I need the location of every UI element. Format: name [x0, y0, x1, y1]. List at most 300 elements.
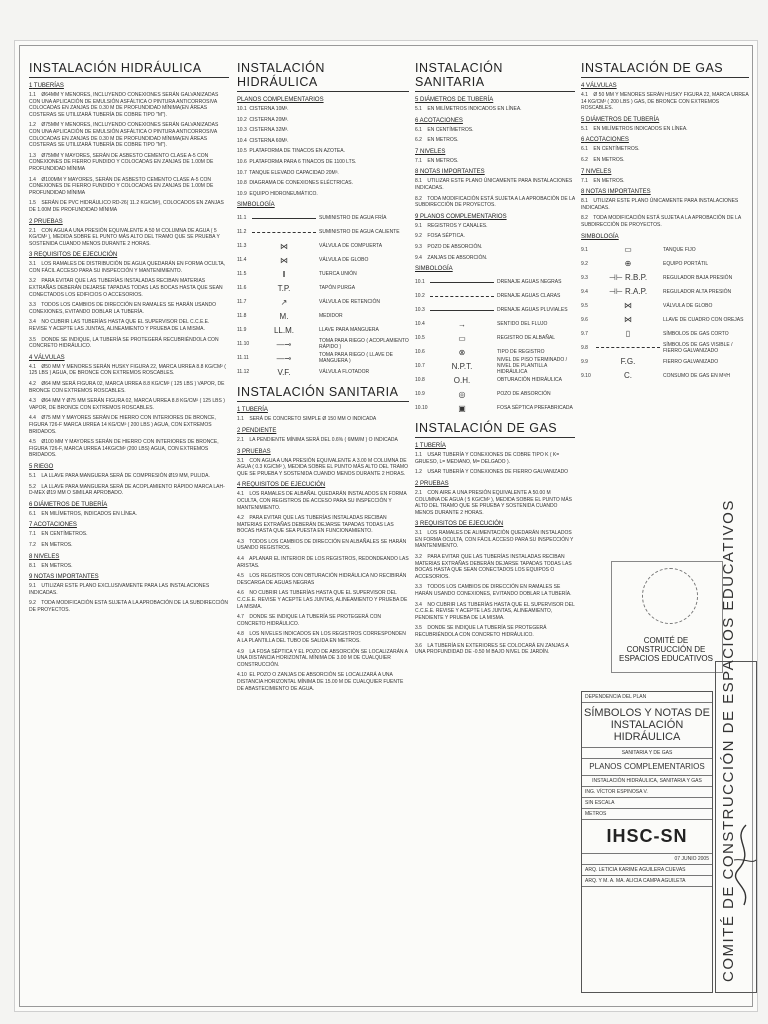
note-text: VÁLVULAS	[32, 354, 65, 361]
note-item	[237, 180, 409, 187]
symbol-number: 10.6	[415, 349, 425, 356]
note-number: 10.2	[237, 116, 247, 123]
symbol-label: TOMA PARA RIEGO ( LLAVE DE MANGUERA )	[319, 352, 393, 365]
note-text: EN CENTÍMETROS.	[40, 531, 88, 538]
symbol-label: DRENAJE AGUAS PLUVIALES	[497, 307, 568, 314]
note-number: 7.1	[29, 531, 36, 538]
note-item	[29, 200, 229, 213]
note-number: 6.2	[581, 156, 588, 163]
note-text: Ø50 MM Y MENORES SERÁN HUSKY FIGURA 22, MARCA URREA 8.8 KG/CM² ( 125 LBS ) AGUA, DE BRONCE CON EXTREMOS ROSCABLES.	[29, 363, 226, 377]
note-item	[29, 600, 229, 613]
note-heading	[415, 481, 575, 487]
note-number: 3.4	[415, 601, 422, 608]
note-text: Ø 50 MM Y MENORES SERÁN HUSKY FIGURA 22, MARCA URREA 14 KG/CM² ( 200 LBS ) GAS, DE BRONCE CON EXTREMOS ROSCABLES.	[581, 92, 749, 112]
note-number: 1	[237, 407, 241, 414]
symbol-label: NIVEL DE PISO TERMINADO / NIVEL DE PLANTILLA HIDRÁULICA	[497, 357, 568, 376]
note-text: DONDE SE INDIQUE LA TUBERÍA SE PROTEGERÁ RECUBRIÉNDOLA CON CONCRETO HIDRÁULICO.	[415, 625, 547, 638]
note-text: PRUEBAS	[240, 448, 271, 455]
note-number: 4.9	[237, 648, 244, 655]
symbol-label: SUMINISTRO DE AGUA FRÍA	[319, 215, 387, 222]
column-sanitaria	[415, 59, 575, 989]
symbol-row	[415, 373, 575, 387]
note-number: 3	[415, 521, 419, 528]
symbol-number: 11.5	[237, 271, 247, 278]
symbol-label: SÍMBOLOS DE GAS VISIBLE / FIERRO GALVANIZADO	[663, 341, 733, 354]
note-number: 4	[29, 354, 33, 361]
note-text: LOS RAMALES DE ALBAÑAL QUEDARÁN INSTALADOS EN FORMA OCULTA, CON REGISTROS DE ACCESO PARA SU INSPECCIÓN Y MANTENIMIENTO.	[237, 491, 407, 511]
note-number: 9.2	[29, 600, 36, 607]
symbol-number: 10.7	[415, 363, 425, 370]
note-text: FOSA SÉPTICA.	[426, 233, 465, 240]
notes-list	[237, 407, 409, 692]
note-text: NOTAS IMPORTANTES	[32, 574, 99, 581]
notes-list	[415, 97, 575, 261]
symbol-glyph-icon: LL.M.	[273, 325, 294, 335]
note-item	[415, 137, 575, 144]
note-number: 3.3	[415, 584, 422, 591]
note-heading	[415, 443, 575, 449]
note-text: REQUISITOS DE EJECUCIÓN	[418, 521, 504, 528]
symbol-number: 10.3	[415, 307, 425, 314]
symbol-label: LLAVE DE CUADRO CON OREJAS	[663, 316, 744, 323]
note-number: 4.1	[29, 363, 36, 370]
note-item	[29, 278, 229, 298]
note-text: EN MILÍMETROS, INDICADOS EN LÍNEA.	[40, 510, 137, 517]
note-item	[581, 126, 749, 133]
blueprint-sheet	[14, 40, 758, 1012]
symbol-glyph-icon: —⊸	[276, 353, 292, 363]
note-text: NO CUBRIR LAS TUBERÍAS HASTA QUE EL SUPERVISOR DEL C.C.E.E. REVISE Y ACEPTE LAS JUNTAS, ALINEAMIENTO, PENDIENTE Y PRUEBA DE LA MISMA.	[415, 601, 575, 621]
note-item	[29, 484, 229, 497]
note-text: EN MILÍMETROS INDICADOS EN LÍNEA.	[426, 106, 522, 112]
note-text: LOS REGISTROS CON OBTURACIÓN HIDRÁULICA NO RECIBIRÁN DESCARGA DE AGUAS NEGRAS	[237, 573, 407, 586]
symbol-row	[237, 211, 409, 225]
symbol-label: FOSA SÉPTICA PREFABRICADA	[497, 405, 573, 412]
symbol-number: 11.11	[237, 355, 249, 362]
note-text: USAR TUBERÍA Y CONEXIONES DE FIERRO GALVANIZADO	[426, 469, 569, 476]
signature-icon	[726, 820, 760, 910]
note-item	[237, 170, 409, 177]
note-heading	[581, 83, 749, 89]
symbol-label: VÁLVULA DE RETENCIÓN	[319, 299, 381, 306]
seal-icon	[642, 568, 698, 624]
note-number: 1.1	[415, 452, 422, 459]
symbol-label: EQUIPO PORTÁTIL	[663, 260, 709, 267]
note-number: 4.5	[29, 439, 36, 446]
note-item	[237, 649, 409, 669]
symbol-glyph-icon: ⋈	[624, 301, 632, 311]
note-number: 6.1	[29, 510, 36, 517]
note-number: 1.5	[29, 200, 36, 207]
symbol-row	[415, 401, 575, 415]
note-text: SERÁN DE PVC HIDRÁULICO RD-26( 11.2 KG/CM²), COLOCADOS EN ZANJAS DE 1.00M DE PROFUNDIDAD MÍNIMA	[29, 200, 224, 213]
note-item	[415, 158, 575, 165]
note-heading	[29, 464, 229, 470]
note-number: 7	[29, 522, 33, 529]
note-number: 10.7	[237, 169, 247, 176]
note-text: APLANAR EL INTERIOR DE LOS REGISTROS, REDONDEANDO LAS ARISTAS.	[237, 556, 409, 569]
note-text: ACOTACIONES	[32, 522, 77, 529]
note-item	[237, 437, 409, 444]
note-number: 1.1	[237, 416, 244, 423]
note-item	[581, 215, 749, 228]
note-heading	[29, 355, 229, 361]
tb-dependencia: DEPENDENCIA DEL PLAN	[582, 692, 712, 703]
note-text: EN METROS.	[40, 562, 73, 569]
note-text: TODA MODIFICACIÓN ESTÁ SUJETA A LA APROBACIÓN DE LA SUBDIRECCIÓN DE PROYECTOS.	[581, 215, 741, 228]
note-number: 5	[581, 116, 585, 123]
note-heading	[237, 407, 409, 413]
symbol-label: CONSUMO DE GAS EN M³/H	[663, 372, 730, 379]
note-number: 9.1	[29, 583, 36, 590]
subsection-head: SIMBOLOGÍA	[581, 233, 619, 240]
note-item	[415, 469, 575, 476]
symbol-row	[581, 327, 749, 341]
note-number: 3.2	[415, 554, 422, 561]
symbol-number: 10.9	[415, 391, 425, 398]
symbol-number: 11.3	[237, 243, 247, 250]
note-item	[237, 539, 409, 552]
note-item	[29, 364, 229, 377]
note-text: POZO DE ABSORCIÓN.	[426, 243, 483, 250]
tb-architect-2: ARQ. Y M. A. MA. ALICIA CAMPA AGUILETA	[582, 876, 712, 887]
note-text: CON AGUA A UNA PRESIÓN EQUIVALENTE A 50 M COLUMNA DE AGUA ( 5 KG/CM² ), MEDIDA SOBRE EL PUNTO MÁS ALTO DEL TRAMO QUE SE PRUEBA Y SOSTENIDA CUANDO MENOS DURANTE 2 HORAS.	[29, 227, 220, 247]
symbol-line-icon	[427, 296, 497, 297]
note-item	[415, 106, 575, 113]
note-number: 3.3	[29, 302, 36, 309]
note-text: CON AIRE A UNA PRESIÓN EQUIVALENTE A 50.00 M COLUMNA DE AGUA ( 5 KG/CM² ), MEDIDA SOBRE EL PUNTO MÁS ALTO DEL TRAMO QUE SE PRUEBA Y SOSTENIDA CUANDO MENOS DURANTE 2 HORAS.	[415, 489, 572, 516]
symbol-label: POZO DE ABSORCIÓN	[497, 391, 551, 398]
symbol-label: LLAVE PARA MANGUERA	[319, 327, 379, 334]
note-item	[581, 92, 749, 112]
tb-planos: PLANOS COMPLEMENTARIOS	[582, 759, 712, 776]
note-heading	[29, 554, 229, 560]
symbol-row	[581, 299, 749, 313]
note-number: 2.1	[237, 436, 244, 443]
note-heading	[29, 574, 229, 580]
note-heading	[415, 214, 575, 220]
symbol-glyph-icon: ⊕	[624, 259, 632, 269]
symbol-label: SÍMBOLOS DE GAS CORTO	[663, 330, 729, 337]
note-text: NIVELES	[32, 553, 60, 560]
note-text: TUBERÍAS	[32, 83, 64, 89]
note-heading	[415, 521, 575, 527]
note-item	[415, 530, 575, 550]
symbol-glyph-icon: ⋈	[624, 315, 632, 325]
symbol-row	[581, 285, 749, 299]
note-number: 10.3	[237, 127, 247, 134]
note-text: CON AGUA A UNA PRESIÓN EQUIVALENTE A 3.00 M COLUMNA DE AGUA ( 0.3 KG/CM² ), MEDIDA SOBRE EL PUNTO MÁS ALTO DEL TRAMO QUE SE PRUEBA Y SOSTENIDA CUANDO MENOS DURANTE 2 HORAS.	[237, 457, 408, 477]
note-number: 3.5	[415, 625, 422, 632]
subsection-head: SIMBOLOGÍA	[237, 202, 275, 209]
symbol-row	[237, 295, 409, 309]
note-text: NOTAS IMPORTANTES	[418, 169, 485, 176]
note-number: 9.1	[415, 222, 422, 229]
symbol-number: 11.9	[237, 327, 247, 334]
note-text: REGISTROS Y CANALES.	[426, 222, 488, 229]
note-number: 2	[415, 480, 419, 487]
symbol-glyph-icon: ▣	[458, 403, 466, 413]
symbol-number: 11.8	[237, 313, 247, 320]
section-title: INSTALACIÓN HIDRÁULICA	[29, 61, 229, 78]
note-item	[581, 198, 749, 211]
note-text: DIAGRAMA DE CONEXIONES ELÉCTRICAS.	[248, 180, 354, 187]
tb-author: ING. VÍCTOR ESPINOSA V.	[582, 787, 712, 798]
symbol-row	[415, 331, 575, 345]
tb-date: 07 JUNIO 2005	[582, 854, 712, 865]
note-text: PARA EVITAR QUE LAS TUBERÍAS INSTALADAS RECIBAN MATERIAS EXTRAÑAS DEBERÁN DEJARSE TAPADAS TODAS LAS BOCAS HASTA QUE SEA PUESTA EN FUNCIONAMIENTO.	[237, 515, 394, 535]
symbol-glyph-icon: M.	[279, 311, 289, 321]
symbol-list	[415, 275, 575, 415]
symbol-number: 11.10	[237, 341, 250, 348]
symbol-line-icon	[427, 282, 497, 283]
note-number: 5	[415, 97, 419, 103]
note-number: 3	[29, 252, 33, 259]
symbol-number: 9.2	[581, 260, 588, 267]
note-number: 7	[581, 168, 585, 175]
note-item	[29, 302, 229, 315]
symbol-label: REGISTRO DE ALBAÑAL	[497, 335, 556, 342]
symbol-row	[581, 271, 749, 285]
note-text: PLANOS COMPLEMENTARIOS	[418, 213, 507, 220]
symbol-glyph-icon: —⊸	[276, 339, 292, 349]
planos-list	[237, 106, 409, 197]
note-item	[237, 416, 409, 423]
tb-title: SÍMBOLOS Y NOTAS DE INSTALACIÓN HIDRÁULICA	[582, 703, 712, 748]
symbol-line-icon	[427, 310, 497, 311]
note-text: CISTERNA 10M³.	[248, 106, 289, 112]
note-number: 4.8	[237, 631, 244, 638]
tb-scale: SIN ESCALA	[582, 798, 712, 809]
note-text: NOTAS IMPORTANTES	[584, 189, 651, 196]
note-text: TODOS LOS CAMBIOS DE DIRECCIÓN EN RAMALES SE HARÁN USANDO CONEXIONES, EVITANDO DOBLAR LA TUBERÍA.	[415, 584, 572, 598]
symbol-row	[237, 253, 409, 267]
symbol-row	[581, 313, 749, 327]
note-text: EL POZO O ZANJAS DE ABSORCIÓN SE LOCALIZARÁ A UNA DISTANCIA HORIZONTAL MÍNIMA DE 15.00 M DE CUALQUIER FUENTE DE ABASTECIMIENTO DE AGUA.	[237, 672, 404, 692]
notes-list	[29, 83, 229, 613]
note-item	[415, 602, 575, 622]
symbol-label: VÁLVULA FLOTADOR	[319, 369, 370, 376]
note-item	[29, 92, 229, 118]
committee-stamp	[611, 561, 723, 673]
note-number: 6.1	[415, 126, 422, 133]
symbol-row	[237, 337, 409, 351]
tb-architect: ARQ. LETICIA KARIME AGUILERA CUEVAS	[582, 865, 712, 876]
note-number: 1.1	[29, 92, 36, 98]
note-item	[415, 554, 575, 580]
note-text: CISTERNA 20M³.	[248, 116, 289, 123]
note-item	[29, 563, 229, 570]
note-item	[237, 191, 409, 198]
symbol-number: 10.4	[415, 321, 425, 328]
note-text: DIÁMETROS DE TUBERÍA	[584, 116, 660, 123]
title-block	[581, 691, 713, 993]
note-heading	[581, 117, 749, 123]
symbol-number: 9.6	[581, 316, 588, 323]
note-number: 2	[237, 427, 241, 434]
note-text: EN METROS.	[592, 156, 625, 163]
note-number: 4.5	[237, 573, 244, 580]
note-number: 4	[237, 482, 241, 489]
tb-planos-sub: INSTALACIÓN HIDRÁULICA, SANITARIA Y GAS	[582, 776, 712, 787]
symbol-label: DRENAJE AGUAS NEGRAS	[497, 279, 562, 286]
section-title: INSTALACIÓN DE GAS	[581, 61, 749, 78]
note-item	[237, 556, 409, 569]
note-number: 4.1	[237, 491, 244, 498]
symbol-number: 9.5	[581, 302, 588, 309]
note-number: 3.2	[29, 278, 36, 285]
note-number: 9	[415, 213, 419, 220]
note-text: NIVELES	[418, 148, 446, 155]
note-item	[29, 319, 229, 332]
tb-units: METROS	[582, 809, 712, 820]
symbol-number: 11.12	[237, 369, 250, 376]
note-item	[237, 117, 409, 124]
symbol-row	[581, 355, 749, 369]
note-text: PRUEBAS	[32, 218, 63, 225]
note-text: EN CENTÍMETROS.	[426, 126, 474, 133]
stamp-text: COMITÉ DE CONSTRUCCIÓN DE ESPACIOS EDUCATIVOS	[619, 636, 713, 663]
note-item	[415, 625, 575, 638]
note-text: UTILIZAR ESTE PLANO EXCLUSIVAMENTE PARA LAS INSTALACIONES INDICADAS.	[29, 583, 210, 596]
note-number: 4.3	[29, 398, 36, 405]
note-item	[29, 439, 229, 459]
note-text: VÁLVULAS	[584, 83, 617, 89]
note-number: 10.8	[237, 180, 247, 187]
symbol-row	[237, 309, 409, 323]
note-item	[237, 614, 409, 627]
note-text: LA LLAVE PARA MANGUERA SERÁ DE COMPRESIÓN Ø19 MM, PULIDA.	[40, 472, 210, 479]
symbol-glyph-icon: C.	[624, 371, 632, 381]
note-text: REQUISITOS DE EJECUCIÓN	[240, 482, 326, 489]
symbol-row	[581, 341, 749, 355]
note-number: 3.6	[415, 642, 422, 649]
symbol-glyph-icon: ▯	[625, 329, 631, 339]
note-item	[29, 398, 229, 411]
symbol-row	[415, 357, 575, 376]
symbol-number: 11.4	[237, 257, 247, 264]
note-number: 2	[29, 218, 33, 225]
column-hidraulica-2	[237, 59, 409, 989]
note-item	[29, 415, 229, 435]
note-item	[581, 146, 749, 153]
note-number: 9.3	[415, 243, 422, 250]
note-heading	[581, 137, 749, 143]
note-number: 8.2	[581, 215, 588, 222]
note-text: PLATAFORMA PARA 6 TINACOS DE 1100 LTS.	[248, 158, 357, 165]
note-number: 1.2	[415, 469, 422, 476]
note-item	[237, 515, 409, 535]
note-number: 6.1	[581, 146, 588, 153]
note-number: 8	[581, 189, 585, 196]
note-number: 1	[415, 443, 419, 450]
note-heading	[581, 169, 749, 175]
note-item	[415, 584, 575, 597]
symbol-number: 10.1	[415, 279, 425, 286]
symbol-number: 11.7	[237, 299, 247, 306]
symbol-glyph-icon: ▭	[458, 333, 466, 343]
note-item	[415, 127, 575, 134]
note-number: 5.1	[581, 125, 588, 132]
note-number: 4.3	[237, 538, 244, 545]
note-item	[415, 490, 575, 516]
symbol-label: VÁLVULA DE GLOBO	[319, 257, 369, 264]
symbol-row	[237, 351, 409, 365]
note-number: 4.6	[237, 590, 244, 597]
plan-code: IHSC-SN	[582, 820, 712, 854]
symbol-label: SUMINISTRO DE AGUA CALIENTE	[319, 229, 400, 236]
note-number: 8.1	[415, 178, 422, 185]
note-number: 3.1	[237, 457, 244, 464]
note-number: 8.1	[29, 562, 36, 569]
note-number: 1.2	[29, 122, 36, 129]
note-item	[29, 542, 229, 549]
note-text: LA FOSA SÉPTICA Y EL POZO DE ABSORCIÓN SE LOCALIZARÁN A UNA DISTANCIA HORIZONTAL MÍNIMA DE 3.00 M DE CUALQUIER CONSTRUCCIÓN.	[237, 648, 408, 668]
note-number: 7	[415, 148, 419, 155]
symbol-row	[415, 387, 575, 401]
note-item	[29, 122, 229, 148]
note-item	[415, 196, 575, 209]
note-item	[29, 583, 229, 596]
note-text: PENDIENTE	[240, 427, 277, 434]
symbol-number: 11.2	[237, 229, 247, 236]
note-number: 4.4	[29, 415, 36, 422]
note-number: 1.3	[29, 152, 36, 159]
symbol-label: MEDIDOR	[319, 313, 343, 320]
symbol-row	[237, 365, 409, 379]
symbol-label: TIPO DE REGISTRO	[497, 349, 545, 356]
note-text: TODA MODIFICACIÓN ESTA SUJETA A LA APROBACIÓN DE LA SUBDIRECCIÓN DE PROYECTOS.	[29, 600, 229, 613]
note-text: RIEGO	[32, 463, 54, 470]
note-heading	[415, 97, 575, 103]
note-text: Ø100MM Y MAYORES, SERÁN DE ASBESTO CEMENTO CLASE A-5 CON CONEXIONES DE FIERRO FUNDIDO Y COLOCADAS EN ZANJAS DE 1.00M DE PROFUNDIDAD MÍNIMA	[29, 176, 214, 196]
note-item	[29, 261, 229, 274]
note-item	[415, 643, 575, 656]
note-text: LA PENDIENTE MÍNIMA SERÁ DEL 0.6% ( 6MM/M ) O INDICADA	[248, 436, 398, 443]
note-heading	[237, 428, 409, 434]
note-item	[237, 672, 409, 692]
note-number: 6	[29, 501, 33, 508]
note-text: LA LLAVE PARA MANGUERA SERÁ DE ACOPLAMIENTO RÁPIDO MARCA LAH-D-MEX Ø19 MM O SIMILAR APROBADO.	[29, 483, 225, 497]
note-text: EN METROS.	[426, 157, 459, 164]
note-number: 6	[415, 117, 419, 124]
symbol-glyph-icon: ⋈	[280, 255, 288, 265]
section-title: INSTALACIÓN SANITARIA	[415, 61, 575, 92]
symbol-list	[237, 211, 409, 379]
symbol-number: 11.1	[237, 215, 247, 222]
note-number: 9.4	[415, 254, 422, 261]
note-text: EN MILÍMETROS INDICADOS EN LÍNEA.	[592, 125, 688, 132]
note-number: 5.1	[415, 106, 422, 112]
note-text: EN METROS.	[592, 177, 625, 184]
symbol-label: SENTIDO DEL FLUJO	[497, 321, 548, 328]
note-number: 10.6	[237, 158, 247, 165]
note-heading	[237, 449, 409, 455]
note-item	[29, 177, 229, 197]
note-number: 3.1	[29, 261, 36, 268]
note-heading	[29, 219, 229, 225]
note-text: TUBERÍA	[418, 443, 446, 450]
note-item	[581, 178, 749, 185]
note-item	[237, 590, 409, 610]
symbol-number: 11.6	[237, 285, 247, 292]
note-text: PLATAFORMA DE TINACOS EN AZOTEA.	[248, 148, 345, 155]
note-number: 7.2	[29, 541, 36, 548]
symbol-glyph-icon: O.H.	[453, 375, 471, 385]
symbol-number: 9.7	[581, 330, 588, 337]
note-text: EN CENTÍMETROS.	[592, 146, 640, 153]
symbol-line-icon	[593, 347, 663, 348]
